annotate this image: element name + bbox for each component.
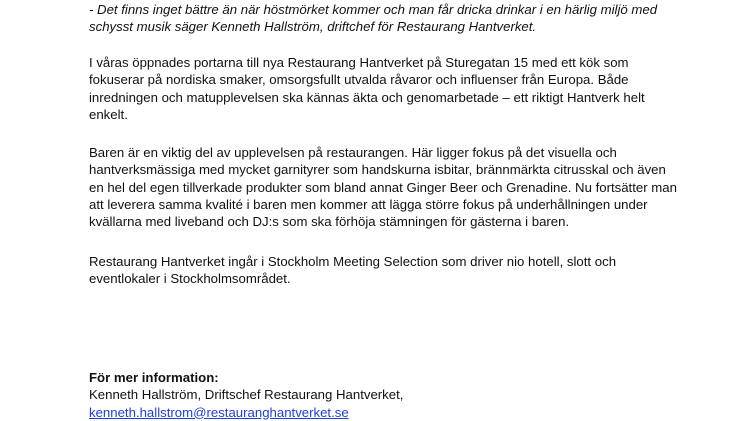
paragraph-line: inredningen och matupplevelsen ska kännas äkta och genomarbetade – ett riktigt Hantverk helt	[89, 89, 645, 105]
body-paragraph-selection	[89, 253, 616, 288]
quote-paragraph	[89, 1, 657, 36]
body-paragraph-bar	[89, 144, 677, 230]
paragraph-line: Restaurang Hantverket ingår i Stockholm Meeting Selection som driver nio hotell, slott och	[89, 254, 617, 269]
paragraph-line: Baren är en viktig del av upplevelsen på restaurangen. Här ligger fokus på det visuella och	[89, 145, 617, 160]
paragraph-line: I våras öppnades portarna till nya Restaurang Hantverket på Sturegatan 15 med ett kök som	[89, 55, 629, 70]
paragraph-line: att leverera samma kvalité i baren men kommer att lägga större fokus på underhållningen under	[89, 196, 648, 212]
contact-email-link[interactable]: kenneth.hallstrom@restauranghantverket.se	[89, 404, 349, 420]
paragraph-line: kvällarna med liveband och DJ:s som ska förhöja stämningen för gästerna i baren.	[89, 214, 570, 230]
contact-block	[89, 369, 403, 421]
body-paragraph-opening	[89, 54, 645, 123]
contact-name: Kenneth Hallström, Driftschef Restaurang Hantverket,	[89, 387, 404, 403]
quote-line: schysst musik säger Kenneth Hallström, driftchef för Restaurang Hantverket.	[89, 19, 537, 35]
paragraph-line: eventlokaler i Stockholmsområdet.	[89, 271, 291, 287]
paragraph-line: en hel del egen tillverkade produkter som bland annat Ginger Beer och Grenadine. Nu fortsätter man	[89, 179, 677, 195]
paragraph-line: enkelt.	[89, 106, 128, 122]
quote-line: - Det finns inget bättre än när höstmörket kommer och man får dricka drinkar i en härlig miljö med	[89, 2, 658, 17]
paragraph-line: hantverksmässiga med mycket garnityrer som handskurna isbitar, brännmärkta citrusskal och även	[89, 162, 666, 178]
contact-heading: För mer information:	[89, 370, 219, 385]
paragraph-line: fokuserar på nordiska smaker, omsorgsfullt utvalda råvaror och influenser från Europa. Både	[89, 72, 629, 88]
